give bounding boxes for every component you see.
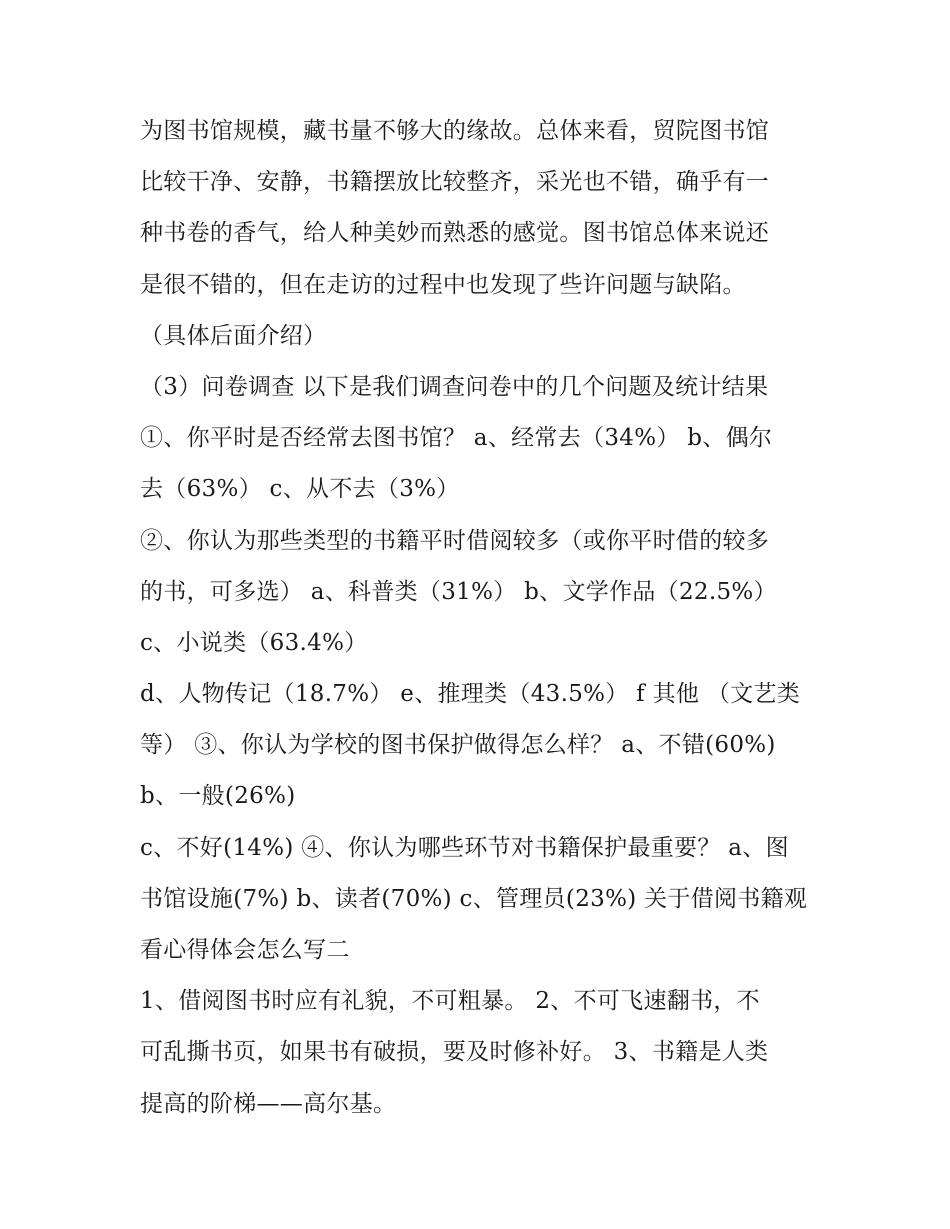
text-line: 可乱撕书页，如果书有破损，要及时修补好。 3、书籍是人类 [140, 1039, 769, 1066]
text-line: c、不好(14%) ④、你认为哪些环节对书籍保护最重要？ a、图 [140, 834, 789, 861]
text-line: c、小说类（63.4%） [140, 629, 368, 656]
text-line: d、人物传记（18.7%） e、推理类（43.5%） f 其他 （文艺类 [140, 681, 801, 708]
text-line: （具体后面介绍） [140, 322, 327, 349]
text-line: 去（63%） c、从不去（3%） [140, 476, 460, 503]
text-line: 种书卷的香气，给人种美妙而熟悉的感觉。图书馆总体来说还 [140, 220, 770, 247]
text-line: 书馆设施(7%) b、读者(70%) c、管理员(23%) 关于借阅书籍观 [140, 885, 808, 912]
text-line: 提高的阶梯——高尔基。 [140, 1090, 397, 1117]
text-line: ②、你认为那些类型的书籍平时借阅较多（或你平时借的较多 [140, 527, 770, 554]
text-line: 是很不错的，但在走访的过程中也发现了些许问题与缺陷。 [140, 271, 746, 298]
text-line: （3）问卷调查 以下是我们调查问卷中的几个问题及统计结果 [140, 373, 769, 400]
text-line: 为图书馆规模，藏书量不够大的缘故。总体来看，贸院图书馆 [140, 118, 770, 144]
text-line: ①、你平时是否经常去图书馆？ a、经常去（34%） b、偶尔 [140, 425, 773, 452]
text-line: b、一般(26%) [140, 783, 296, 810]
text-line: 比较干净、安静，书籍摆放比较整齐，采光也不错，确乎有一 [140, 169, 770, 196]
text-line: 看心得体会怎么写二 [140, 937, 350, 963]
text-line: 等） ③、你认为学校的图书保护做得怎么样？ a、不错(60%) [140, 732, 776, 759]
text-line: 的书，可多选） a、科普类（31%） b、文学作品（22.5%） [140, 578, 777, 605]
document-body [140, 106, 830, 1130]
text-line: 1、借阅图书时应有礼貌，不可粗暴。 2、不可飞速翻书，不 [140, 988, 760, 1015]
